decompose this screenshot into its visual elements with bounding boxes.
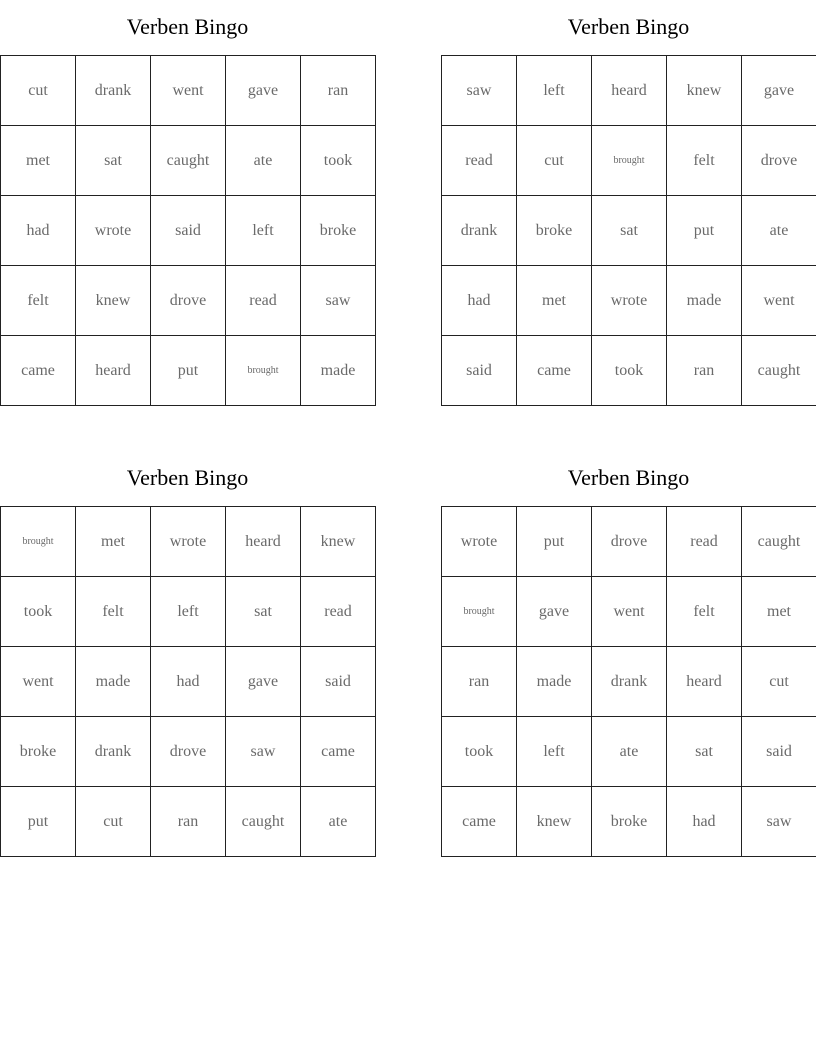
bingo-cell: went [592, 577, 667, 647]
grid-row [442, 266, 816, 336]
bingo-cell: ate [226, 126, 301, 196]
grid-row [1, 787, 376, 857]
grid-row [442, 196, 816, 266]
grid-row [1, 196, 376, 266]
bingo-cell: left [226, 196, 301, 266]
bingo-cell: cut [517, 126, 592, 196]
bingo-cell: cut [76, 787, 151, 857]
bingo-cell: heard [667, 647, 742, 717]
bingo-cell: felt [76, 577, 151, 647]
bingo-cell: drank [442, 196, 517, 266]
bingo-cell: wrote [76, 196, 151, 266]
bingo-cell: knew [76, 266, 151, 336]
bingo-cell: wrote [151, 507, 226, 577]
bingo-cell: heard [76, 336, 151, 406]
bingo-cell: said [442, 336, 517, 406]
bingo-cell: gave [517, 577, 592, 647]
bingo-cell: left [151, 577, 226, 647]
bingo-cell: met [517, 266, 592, 336]
bingo-cell: broke [1, 717, 76, 787]
bingo-cell: made [517, 647, 592, 717]
bingo-cell: ran [442, 647, 517, 717]
bingo-cell: ate [301, 787, 376, 857]
grid-row [1, 336, 376, 406]
bingo-cell: gave [742, 56, 816, 126]
grid-row [1, 507, 376, 577]
bingo-cell: took [592, 336, 667, 406]
bingo-cell: ran [301, 56, 376, 126]
bingo-cell: drove [151, 266, 226, 336]
bingo-cell: made [76, 647, 151, 717]
card-title: Verben Bingo [567, 465, 690, 490]
bingo-cell: drank [592, 647, 667, 717]
bingo-cell: felt [667, 577, 742, 647]
bingo-grid [0, 506, 376, 857]
bingo-cell: read [667, 507, 742, 577]
bingo-cell: left [517, 56, 592, 126]
bingo-cell: saw [226, 717, 301, 787]
bingo-cell: read [301, 577, 376, 647]
bingo-cell: ran [151, 787, 226, 857]
bingo-cell: put [151, 336, 226, 406]
bingo-cell: made [301, 336, 376, 406]
bingo-cell: cut [1, 56, 76, 126]
bingo-cell: heard [226, 507, 301, 577]
bingo-cell: read [226, 266, 301, 336]
bingo-cell: put [667, 196, 742, 266]
bingo-cell: met [1, 126, 76, 196]
bingo-card-2 [441, 0, 816, 406]
bingo-cell: ate [742, 196, 816, 266]
bingo-cell: had [442, 266, 517, 336]
card-title: Verben Bingo [126, 465, 249, 490]
bingo-cell: knew [301, 507, 376, 577]
bingo-cell: broke [301, 196, 376, 266]
bingo-cell: brought [592, 126, 667, 196]
bingo-grid [441, 55, 816, 406]
bingo-cell: drove [151, 717, 226, 787]
grid-row [442, 577, 816, 647]
bingo-cell: met [742, 577, 816, 647]
bingo-cell: put [1, 787, 76, 857]
bingo-cell: sat [76, 126, 151, 196]
grid-row [1, 647, 376, 717]
bingo-cell: felt [1, 266, 76, 336]
bingo-cell: said [151, 196, 226, 266]
bingo-cell: had [1, 196, 76, 266]
grid-row [442, 787, 816, 857]
bingo-cell: saw [301, 266, 376, 336]
grid-row [442, 507, 816, 577]
bingo-cell: drank [76, 717, 151, 787]
grid-row [442, 717, 816, 787]
bingo-cell: took [1, 577, 76, 647]
bingo-grid [441, 506, 816, 857]
bingo-cell: cut [742, 647, 816, 717]
bingo-cell: had [667, 787, 742, 857]
grid-row [442, 647, 816, 717]
bingo-cell: caught [742, 507, 816, 577]
bingo-cell: left [517, 717, 592, 787]
bingo-cell: took [442, 717, 517, 787]
bingo-cell: caught [742, 336, 816, 406]
bingo-cell: came [301, 717, 376, 787]
grid-row [442, 336, 816, 406]
bingo-cell: heard [592, 56, 667, 126]
bingo-cell: brought [1, 507, 76, 577]
grid-row [1, 577, 376, 647]
bingo-cell: made [667, 266, 742, 336]
bingo-cell: said [742, 717, 816, 787]
bingo-cell: sat [226, 577, 301, 647]
bingo-cell: wrote [592, 266, 667, 336]
bingo-cell: knew [517, 787, 592, 857]
bingo-cell: went [151, 56, 226, 126]
bingo-cell: put [517, 507, 592, 577]
bingo-card-4 [441, 451, 816, 857]
bingo-cell: saw [742, 787, 816, 857]
bingo-cell: took [301, 126, 376, 196]
bingo-cell: ran [667, 336, 742, 406]
bingo-cell: went [1, 647, 76, 717]
card-title: Verben Bingo [567, 14, 690, 39]
bingo-cell: brought [442, 577, 517, 647]
bingo-cell: drank [76, 56, 151, 126]
grid-row [442, 126, 816, 196]
bingo-grid [0, 55, 376, 406]
bingo-cell: caught [226, 787, 301, 857]
bingo-cell: met [76, 507, 151, 577]
bingo-cell: said [301, 647, 376, 717]
bingo-cell: caught [151, 126, 226, 196]
grid-row [1, 126, 376, 196]
bingo-cell: ate [592, 717, 667, 787]
bingo-cell: came [442, 787, 517, 857]
bingo-cell: came [1, 336, 76, 406]
bingo-cell: drove [592, 507, 667, 577]
bingo-cell: saw [442, 56, 517, 126]
bingo-cell: felt [667, 126, 742, 196]
bingo-cell: had [151, 647, 226, 717]
bingo-cell: gave [226, 647, 301, 717]
bingo-cell: drove [742, 126, 816, 196]
bingo-cell: came [517, 336, 592, 406]
bingo-cell: sat [667, 717, 742, 787]
bingo-cell: brought [226, 336, 301, 406]
bingo-cell: broke [517, 196, 592, 266]
bingo-cell: broke [592, 787, 667, 857]
bingo-cell: read [442, 126, 517, 196]
bingo-cell: knew [667, 56, 742, 126]
bingo-cell: went [742, 266, 816, 336]
bingo-cell: gave [226, 56, 301, 126]
grid-row [1, 266, 376, 336]
bingo-card-1 [0, 0, 375, 406]
bingo-cell: wrote [442, 507, 517, 577]
grid-row [442, 56, 816, 126]
grid-row [1, 717, 376, 787]
card-title: Verben Bingo [126, 14, 249, 39]
bingo-cell: sat [592, 196, 667, 266]
grid-row [1, 56, 376, 126]
bingo-card-3 [0, 451, 375, 857]
